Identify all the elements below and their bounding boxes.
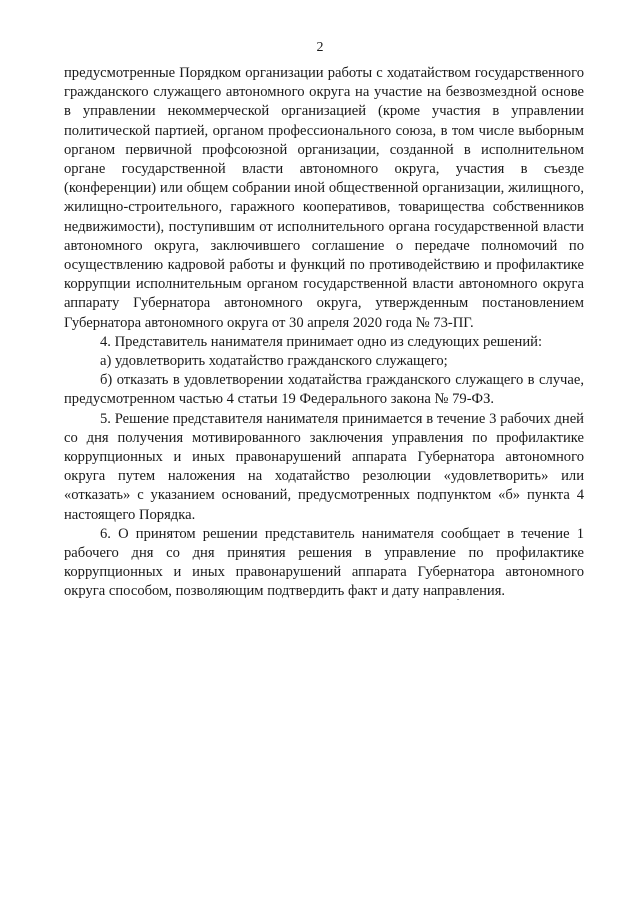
page-number: 2 xyxy=(316,40,324,55)
paragraph-continuation: предусмотренные Порядком организации работы с ходатайством государственного гражданского служащего автономного округа на участие на безвозмездной основе в управлении некоммерческой организацией (кроме участия в управлении политической партией, органом профессионального союза, в том числе выборным органом первичной профсоюзной организации, созданной в исполнительном органе государственной власти автономного округа, участия в съезде (конференции) или общем собрании иной общественной организации, жилищного, жилищно-строительного, гаражного кооперативов, товарищества собственников недвижимости), поступившим от исполнительного органа государственной власти автономного округа, заключившего соглашение о передаче полномочий по осуществлению кадровой работы и функций по противодействию и профилактике коррупции исполнительным органом государственной власти автономного округа аппарату Губернатора автономного округа, утвержденным постановлением Губернатора автономного округа от 30 апреля 2020 года № 73-ПГ. xyxy=(64,65,584,331)
paragraph-item-4b: б) отказать в удовлетворении ходатайства гражданского служащего в случае, предусмотренном частью 4 статьи 19 Федерального закона № 79-ФЗ. xyxy=(64,372,584,408)
paragraph-item-4: 4. Представитель нанимателя принимает одно из следующих решений: xyxy=(100,333,543,350)
paragraph-item-4a: а) удовлетворить ходатайство гражданского служащего; xyxy=(100,353,448,370)
scan-speck xyxy=(457,599,459,600)
paragraph-item-6: 6. О принятом решении представитель нанимателя сообщает в течение 1 рабочего дня со дня принятия решения в управление по профилактике коррупционных и иных правонарушений аппарата Губернатора автономного округа способом, позволяющим подтвердить факт и дату направления. xyxy=(64,525,584,600)
paragraph-item-5: 5. Решение представителя нанимателя принимается в течение 3 рабочих дней со дня получения мотивированного заключения управления по профилактике коррупционных и иных правонарушений аппарата Губернатора автономного округа путем наложения на ходатайство резолюции «удовлетворить» или «отказать» с указанием оснований, предусмотренных подпунктом «б» пункта 4 настоящего Порядка. xyxy=(64,410,584,523)
document-body xyxy=(64,64,584,602)
